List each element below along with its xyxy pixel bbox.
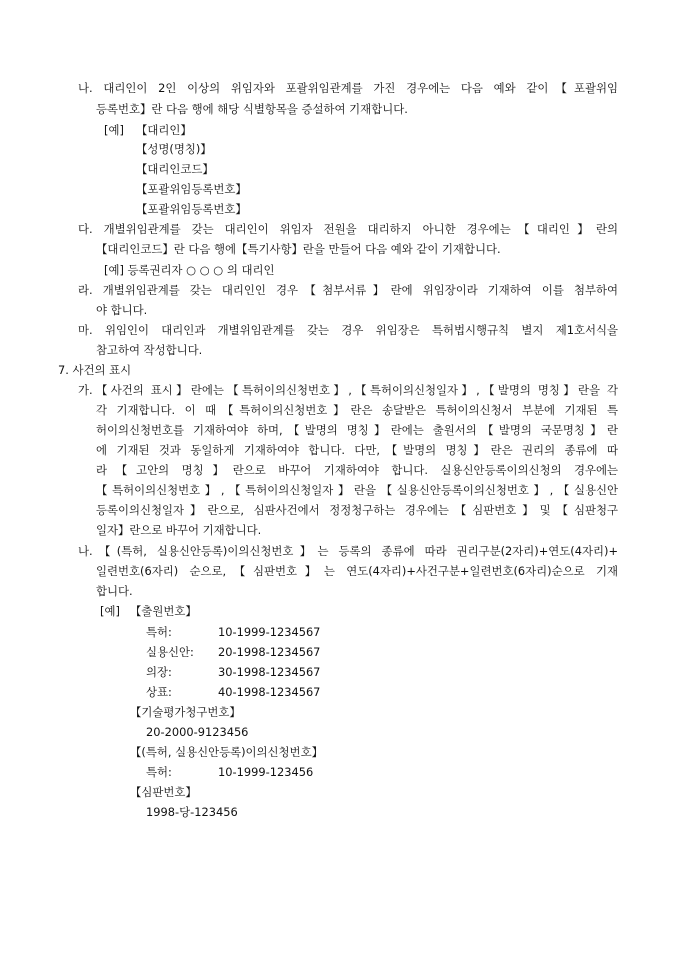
- opposition-header: 【(특허, 실용신안등록)이의신청번호】: [130, 745, 323, 759]
- item-ga-line-8: 일자】란으로 바꾸어 기재합니다.: [96, 523, 262, 537]
- app-no-type: 의장:: [146, 665, 172, 679]
- app-no-type: 상표:: [146, 685, 172, 699]
- app-no-type: 실용신안:: [146, 645, 194, 659]
- item-ga-line-4: 에 기재된 것과 동일하게 기재하여야 합니다. 다만,【발명의 명칭】란은 권리의 종류에 따: [96, 443, 618, 457]
- example-line: 【성명(명칭)】: [136, 142, 212, 156]
- item-ra-line-2: 야 합니다.: [96, 303, 148, 317]
- example-line: 【대리인】: [136, 123, 192, 137]
- example-line: 【포괄위임등록번호】: [136, 182, 247, 196]
- app-no-type: 특허:: [146, 625, 172, 639]
- item-na2-line-1: 나.【(특허, 실용신안등록)이의신청번호】는 등록의 종류에 따라 권리구분(2자리)+연도(4자리)+: [78, 544, 618, 558]
- section-title: 7. 사건의 표시: [58, 363, 132, 377]
- item-na-line-1: 나. 대리인이 2인 이상의 위임자와 포괄위임관계를 가진 경우에는 다음 예와 같이【포괄위임: [78, 81, 618, 95]
- tech-eval-header: 【기술평가청구번호】: [130, 705, 241, 719]
- item-ga-line-7: 등록이의신청일자】란으로, 심판사건에서 정정청구하는 경우에는【심판번호】및【심판청구: [96, 503, 618, 517]
- opposition-row: [146, 764, 313, 780]
- app-no-row: [146, 644, 320, 660]
- app-no-number: 20-1998-1234567: [218, 645, 321, 659]
- item-ra-line-1: 라. 개별위임관계를 갖는 대리인인 경우【첨부서류】란에 위임장이라 기재하여 이를 첨부하여: [78, 283, 618, 297]
- trial-header: 【심판번호】: [130, 785, 197, 799]
- app-no-number: 10-1999-1234567: [218, 625, 321, 639]
- app-no-row: [146, 624, 320, 640]
- item-na2-line-2: 일련번호(6자리) 순으로,【심판번호】는 연도(4자리)+사건구분+일련번호(6자리)순으로 기재: [96, 564, 618, 578]
- item-ga-line-3: 허이의신청번호를 기재하여야 하며,【발명의 명칭】란에는 출원서의【발명의 국문명칭】란: [96, 423, 618, 437]
- item-da-line-2: 【대리인코드】란 다음 행에【특기사항】란을 만들어 다음 예와 같이 기재합니다.: [96, 242, 501, 256]
- item-da-line-1: 다. 개별위임관계를 갖는 대리인이 위임자 전원을 대리하지 아니한 경우에는【대리인】란의: [78, 222, 618, 236]
- tech-eval-number: 20-2000-9123456: [146, 725, 249, 739]
- app-no-row: [146, 664, 320, 680]
- app-no-header: 【출원번호】: [130, 604, 197, 618]
- item-ga-line-6: 【특허이의신청번호】,【특허이의신청일자】란을【실용신안등록이의신청번호】,【실용신안: [96, 483, 618, 497]
- item-ga-line-1: 가.【사건의 표시】란에는【특허이의신청번호】,【특허이의신청일자】,【발명의 명칭】란을 각: [78, 383, 618, 397]
- item-ma-line-2: 참고하여 작성합니다.: [96, 343, 203, 357]
- item-na-line-2: 등록번호】란 다음 행에 해당 식별항목을 증설하여 기재합니다.: [96, 102, 408, 116]
- app-no-number: 40-1998-1234567: [218, 685, 321, 699]
- item-na2-line-3: 합니다.: [96, 584, 133, 598]
- app-no-number: 30-1998-1234567: [218, 665, 321, 679]
- opposition-type: 특허:: [146, 765, 172, 779]
- example-line: 【포괄위임등록번호】: [136, 202, 247, 216]
- example-label: [예]: [104, 123, 124, 137]
- trial-number: 1998-당-123456: [146, 805, 238, 819]
- item-ma-line-1: 마. 위임인이 대리인과 개별위임관계를 갖는 경우 위임장은 특허법시행규칙 별지 제1호서식을: [78, 323, 618, 337]
- example-line: 【대리인코드】: [136, 162, 214, 176]
- example-label: [예]: [100, 604, 120, 618]
- app-no-row: [146, 684, 320, 700]
- item-ga-line-5: 라【고안의 명칭】란으로 바꾸어 기재하여야 합니다. 실용신안등록이의신청의 경우에는: [96, 463, 618, 477]
- example-line: [예] 등록권리자 ○ ○ ○ 의 대리인: [104, 263, 275, 277]
- item-ga-line-2: 각 기재합니다. 이 때【특허이의신청번호】란은 송달받은 특허이의신청서 부분에 기재된 특: [96, 403, 618, 417]
- opposition-number: 10-1999-123456: [218, 765, 314, 779]
